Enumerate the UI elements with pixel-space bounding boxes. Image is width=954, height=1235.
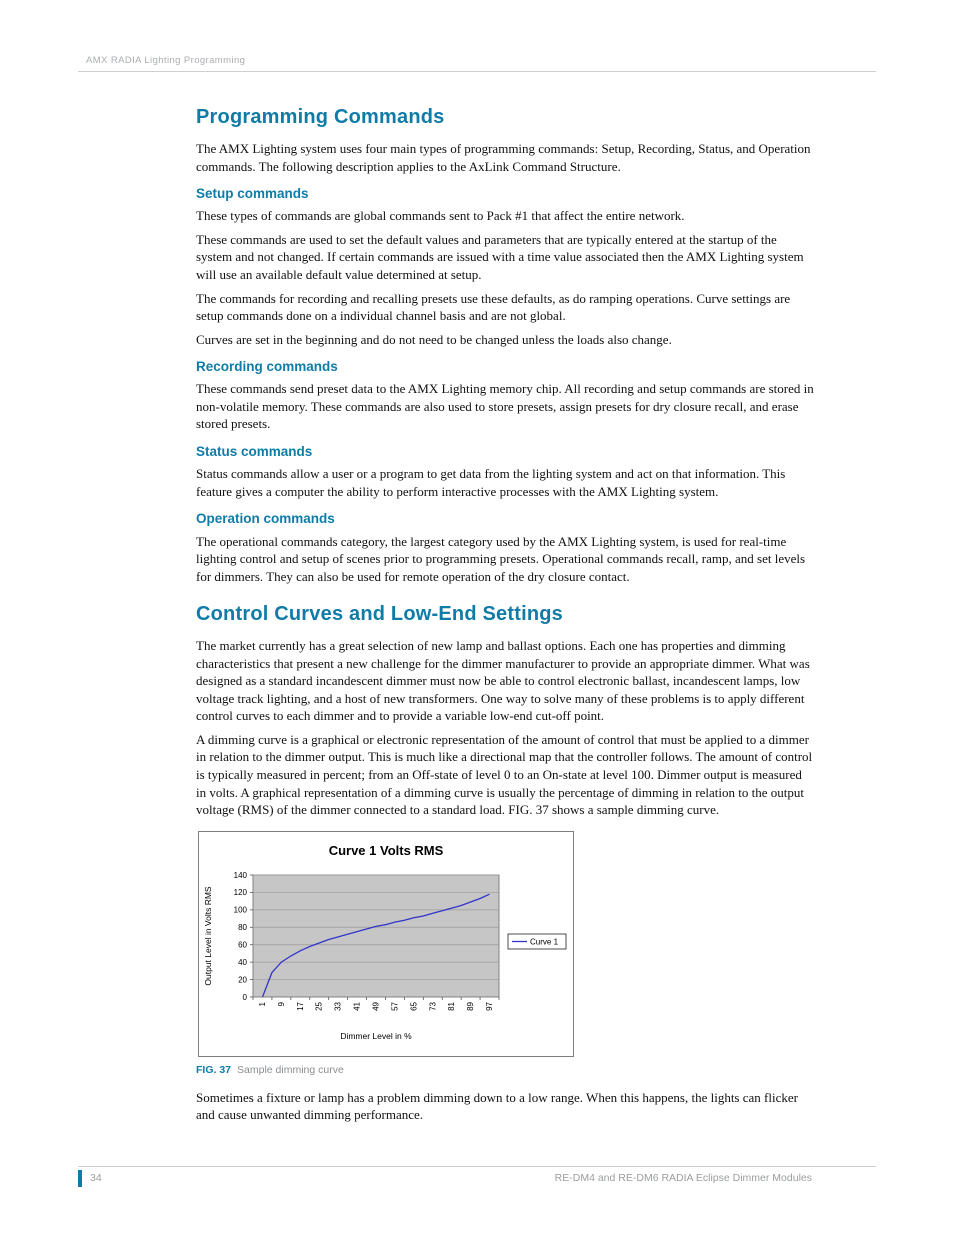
running-header-text: AMX RADIA Lighting Programming [86,55,246,66]
svg-text:89: 89 [466,1001,476,1011]
paragraph-setup-4: Curves are set in the beginning and do not need to be changed unless the loads also change. [196,331,672,347]
running-header [86,55,245,66]
svg-text:65: 65 [409,1001,419,1011]
svg-text:97: 97 [485,1001,495,1011]
figure-caption-text: Sample dimming curve [237,1063,344,1076]
header-rule [78,71,876,72]
paragraph-setup-1: These types of commands are global commands sent to Pack #1 that affect the entire network. [196,208,685,224]
x-axis-title: Dimmer Level in % [340,1030,412,1041]
section-title-programming-commands: Programming Commands [196,106,445,128]
legend-label: Curve 1 [530,936,559,946]
svg-text:1: 1 [257,1001,267,1007]
footer-accent-bar [78,1170,82,1187]
svg-text:20: 20 [238,975,247,985]
figure-caption [196,1063,814,1077]
svg-text:73: 73 [428,1001,438,1011]
dimming-curve-figure [198,831,574,1057]
subsection-operation-commands: Operation commands [196,511,335,527]
chart-title: Curve 1 Volts RMS [328,842,444,858]
svg-text:25: 25 [314,1001,324,1011]
paragraph-recording: These commands send preset data to the AMX Lighting memory chip. All recording and setup commands are stored in non-volatile memory. These commands are also used to store presets, assign presets for dry closure recall, and erase stored presets. [196,381,814,432]
paragraph-setup-3: The commands for recording and recalling presets use these defaults, as do ramping operations. Curve settings are setup commands done on a individual channel basis and are not global. [196,290,791,324]
paragraph-intro: The AMX Lighting system uses four main types of programming commands: Setup, Recording, Status, and Operation commands. The following description applies to the AxLink Command Structure. [196,141,811,174]
svg-text:100: 100 [233,905,247,915]
footer-document-title: RE-DM4 and RE-DM6 RADIA Eclipse Dimmer Modules [554,1172,812,1184]
paragraph-curves-1: The market currently has a great selection of new lamp and ballast options. Each one has properties and dimming characteristics that present a new challenge for the dimmer manufacturer to provide an appropriate dimmer. What was designed as a standard incandescent dimmer must now be able to control electronic ballast, incandescent lamps, low voltage track lighting, and a host of new transformers. One way to solve many of these problems is to apply different control curves to each dimmer and to provide a variable low-end cut-off point. [196,638,810,724]
svg-text:Output Level in Volts RMS: Output Level in Volts RMS [203,886,213,986]
svg-text:0: 0 [242,992,247,1002]
svg-text:41: 41 [352,1001,362,1011]
footer-rule [78,1166,876,1167]
svg-text:57: 57 [390,1001,400,1011]
page-number: 34 [90,1172,102,1184]
svg-text:9: 9 [276,1001,286,1007]
subsection-recording-commands: Recording commands [196,359,338,375]
svg-text:140: 140 [233,870,247,880]
y-axis-title [203,886,213,986]
svg-text:33: 33 [333,1001,343,1011]
svg-text:49: 49 [371,1001,381,1011]
paragraph-setup-2: These commands are used to set the default values and parameters that are typically entered at the startup of the system and not changed. If certain commands are issued with a time value associated then the AMX Lighting system will use an available default value determined at setup. [196,231,804,282]
svg-text:81: 81 [447,1001,457,1011]
paragraph-status: Status commands allow a user or a program to get data from the lighting system and act on that information. This feature gives a computer the ability to perform interactive processes with the AMX Lighting system. [196,466,786,499]
svg-text:80: 80 [238,922,247,932]
paragraph-operation: The operational commands category, the largest category used by the AMX Lighting system, is used for real-time lighting control and setup of scenes prior to programming presets. Operational commands recall, ramp, and set levels for dimmers. They can also be used for remote operation of the dry closure contact. [196,533,806,584]
svg-text:40: 40 [238,957,247,967]
plot-area [253,875,499,997]
figure-number-label: FIG. 37 [196,1063,232,1076]
subsection-setup-commands: Setup commands [196,186,309,202]
svg-text:120: 120 [233,887,247,897]
paragraph-curves-2: A dimming curve is a graphical or electronic representation of the amount of control that must be applied to a dimmer in relation to the dimmer output. This is much like a directional map that the controller follows. The amount of control is typically measured in percent; from an Off-state of level 0 to an On-state at level 100. Dimmer output is measured in volts. A graphical representation of a dimming curve is usually the percentage of dimming in relation to the output voltage (RMS) of the dimmer connected to a standard load. FIG. 37 shows a sample dimming curve. [196,731,813,818]
svg-text:17: 17 [295,1001,305,1011]
dimming-curve-chart [198,831,574,1057]
page-content [196,104,814,1130]
subsection-status-commands: Status commands [196,444,313,459]
svg-text:60: 60 [238,940,247,950]
chart-legend [508,934,566,949]
paragraph-final: Sometimes a fixture or lamp has a problem dimming down to a low range. When this happens, the lights can flicker and cause unwanted dimming performance. [196,1089,798,1123]
section-title-control-curves: Control Curves and Low-End Settings [196,603,564,626]
